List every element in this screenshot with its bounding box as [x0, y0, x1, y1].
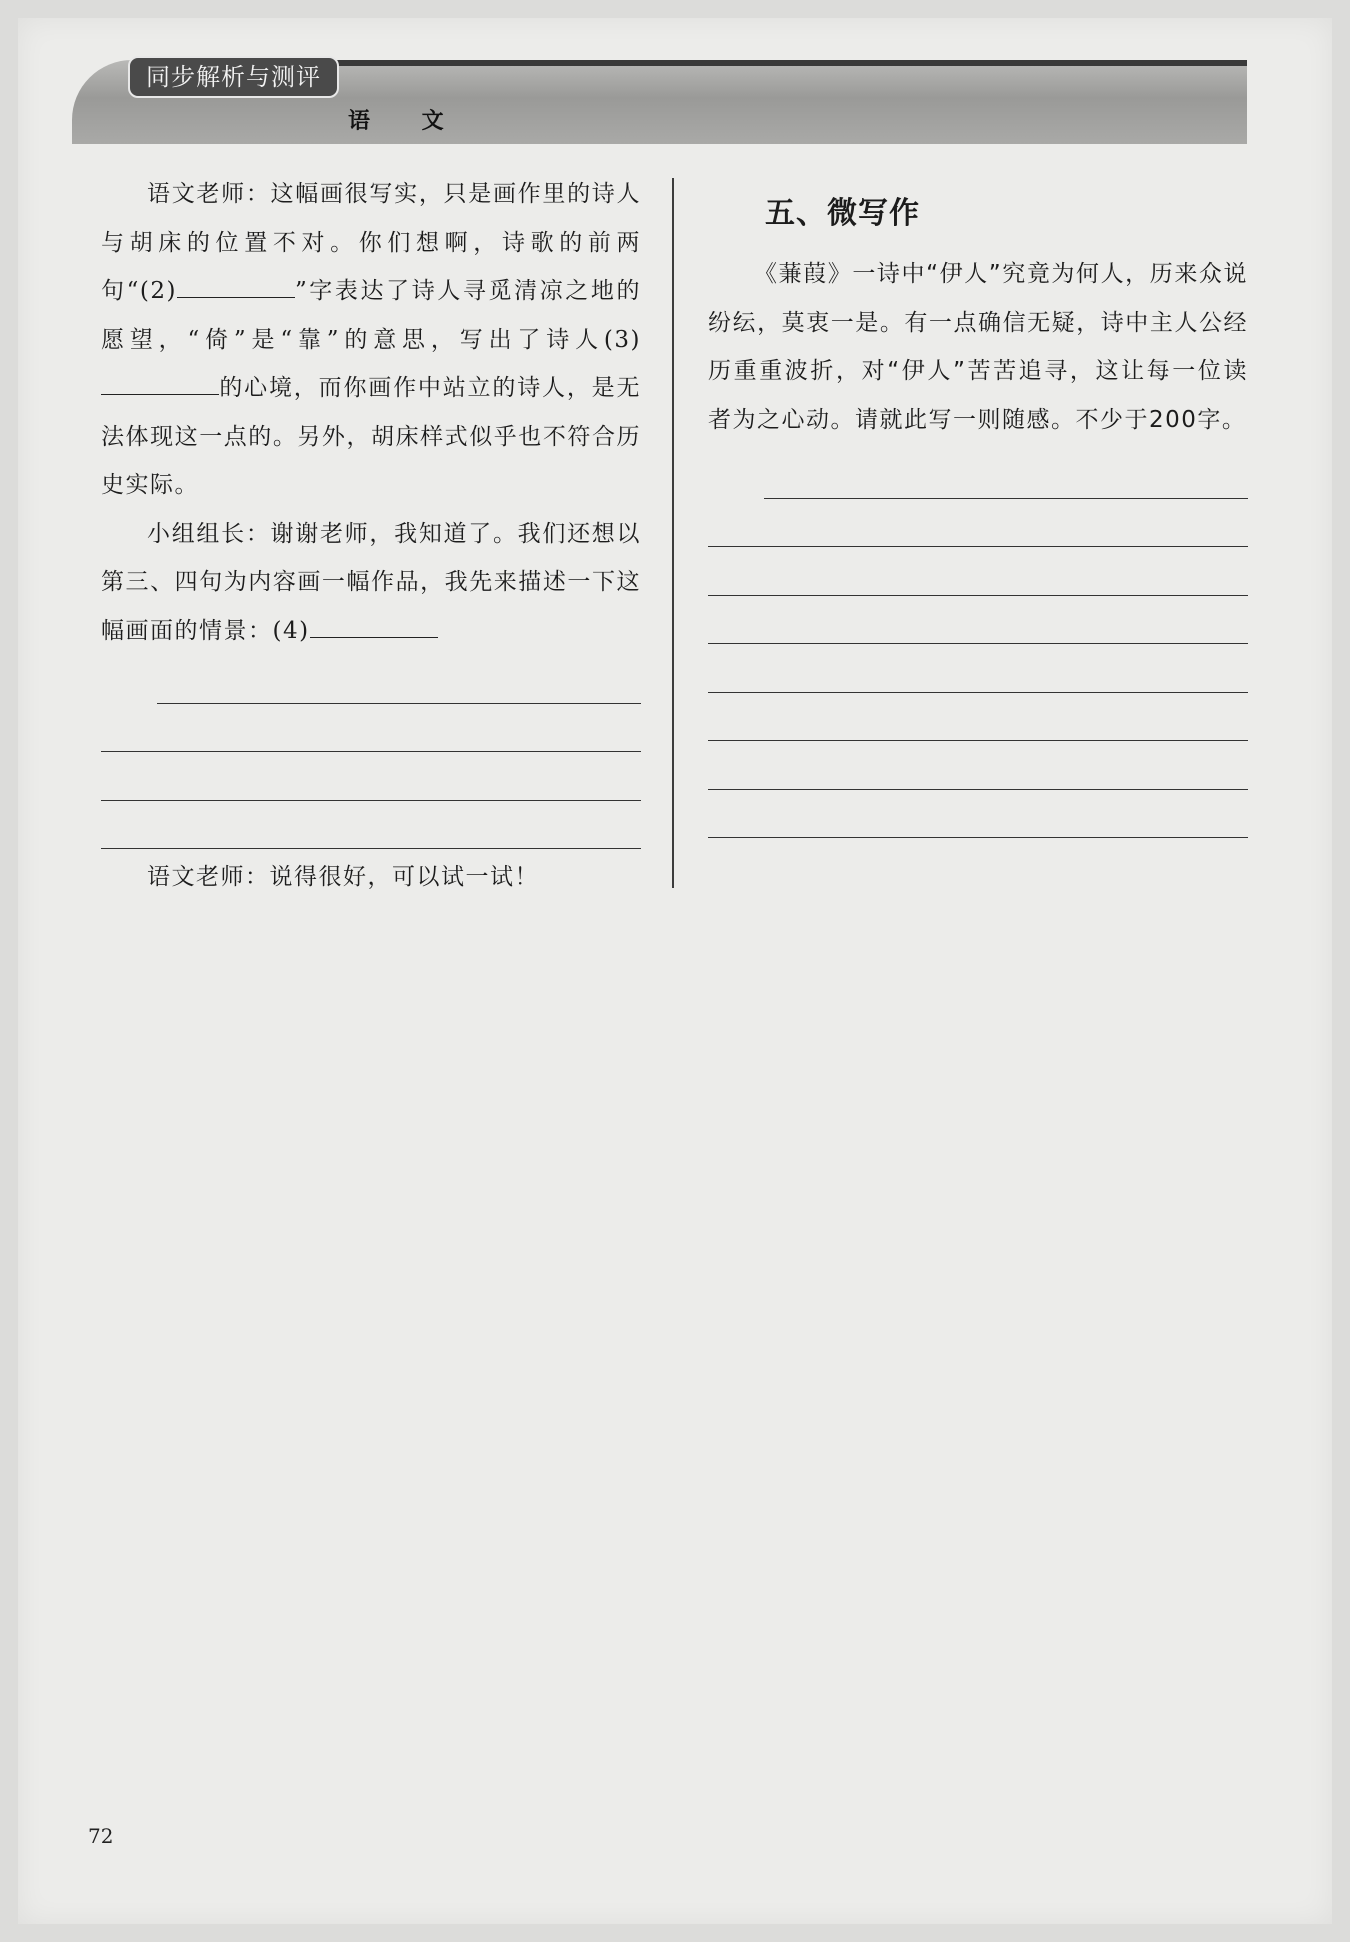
writing-line-8[interactable] — [708, 790, 1248, 839]
series-title-tab: 同步解析与测评 — [128, 56, 339, 98]
writing-lines — [708, 450, 1248, 838]
writing-line-6[interactable] — [708, 693, 1248, 742]
writing-line-2[interactable] — [708, 499, 1248, 548]
answer-line-4a[interactable] — [157, 655, 641, 704]
teacher-closing: 语文老师：说得很好，可以试一试！ — [147, 864, 539, 890]
teacher-text-3: 的心境，而你画作中站立的诗人，是无法体现这一点的。另外，胡床样式似乎也不符合历史实际。 — [101, 375, 641, 498]
column-divider — [672, 178, 674, 888]
writing-line-1[interactable] — [764, 450, 1248, 499]
writing-line-7[interactable] — [708, 741, 1248, 790]
teacher-text-1: 语文老师：这幅画很写实，只是画作里的诗人与胡床的位置不对。你们想啊，诗歌的前两句“(2) — [101, 181, 641, 304]
answer-line-4c[interactable] — [101, 752, 641, 801]
section-title: 五、微写作 — [765, 196, 920, 231]
answer-line-4d[interactable] — [101, 801, 641, 850]
answer-blank-4[interactable] — [310, 614, 438, 638]
leader-text: 小组组长：谢谢老师，我知道了。我们还想以第三、四句为内容画一幅作品，我先来描述一下这幅画面的情景：(4) — [101, 520, 641, 644]
writing-line-3[interactable] — [708, 547, 1248, 596]
writing-prompt: 《蒹葭》一诗中“伊人”究竟为何人，历来众说纷纭，莫衷一是。有一点确信无疑，诗中主人公经历重重波折，对“伊人”苦苦追寻，这让每一位读者为之心动。请就此写一则随感。不少于200字。 — [708, 261, 1248, 433]
answer-blank-3[interactable] — [101, 371, 219, 395]
page-number: 72 — [88, 1824, 114, 1848]
left-column — [101, 170, 641, 902]
answer-blank-2[interactable] — [177, 274, 295, 298]
teacher-paragraph — [101, 170, 641, 510]
writing-line-5[interactable] — [708, 644, 1248, 693]
answer-line-4b[interactable] — [101, 704, 641, 753]
right-column — [708, 192, 1248, 838]
writing-line-4[interactable] — [708, 596, 1248, 645]
subject-label: 语 文 — [348, 109, 466, 134]
teacher-text-2: ”字表达了诗人寻觅清凉之地的愿望，“倚”是“靠”的意思，写出了诗人(3) — [101, 278, 641, 353]
leader-paragraph — [101, 510, 641, 656]
